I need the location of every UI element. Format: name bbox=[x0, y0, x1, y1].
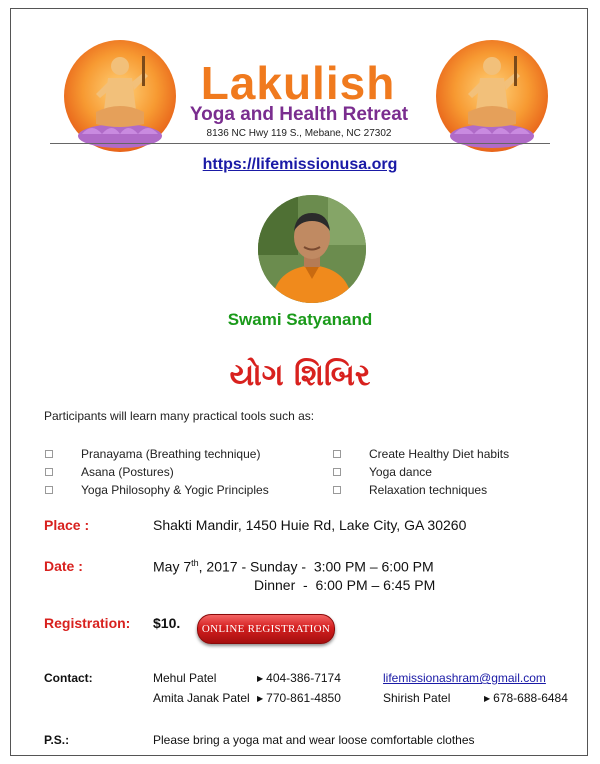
arrow-right-icon: ▶ bbox=[484, 694, 491, 703]
contact-phone: ▶ 770-861-4850 bbox=[257, 691, 341, 705]
contact-name: Mehul Patel bbox=[153, 671, 217, 685]
contact-phone: ▶ 404-386-7174 bbox=[257, 671, 341, 685]
checkbox-icon bbox=[45, 450, 53, 458]
list-item: Yoga Philosophy & Yogic Principles bbox=[45, 481, 305, 499]
speaker-name: Swami Satyanand bbox=[227, 310, 373, 329]
arrow-right-icon: ▶ bbox=[257, 674, 264, 683]
checkbox-icon bbox=[333, 450, 341, 458]
topics-right-list bbox=[333, 445, 573, 499]
topics-left-list bbox=[45, 445, 305, 499]
contact-name: Shirish Patel bbox=[383, 691, 451, 705]
list-item: Yoga dance bbox=[333, 463, 573, 481]
registration-label: Registration: bbox=[44, 615, 131, 631]
online-registration-button[interactable]: ONLINE REGISTRATION bbox=[197, 614, 335, 644]
contact-email-link[interactable]: lifemissionashram@gmail.com bbox=[383, 671, 546, 685]
checkbox-icon bbox=[45, 486, 53, 494]
yogi-logo-right bbox=[434, 38, 550, 154]
registration-fee: $10. bbox=[153, 615, 181, 631]
intro-text: Participants will learn many practical tools such as: bbox=[44, 409, 315, 423]
header-divider bbox=[50, 143, 550, 144]
dinner-time: Dinner - 6:00 PM – 6:45 PM bbox=[254, 577, 436, 593]
yogi-logo-left bbox=[62, 38, 178, 154]
contact-phone: ▶ 678-688-6484 bbox=[484, 691, 568, 705]
ps-note: Please bring a yoga mat and wear loose comfortable clothes bbox=[153, 733, 475, 747]
retreat-subtitle: Yoga and Health Retreat bbox=[189, 104, 409, 125]
list-item: Relaxation techniques bbox=[333, 481, 573, 499]
contact-name: Amita Janak Patel bbox=[153, 691, 250, 705]
list-item: Pranayama (Breathing technique) bbox=[45, 445, 305, 463]
checkbox-icon bbox=[333, 486, 341, 494]
date-label: Date : bbox=[44, 558, 83, 574]
checkbox-icon bbox=[45, 468, 53, 476]
checkbox-icon bbox=[333, 468, 341, 476]
list-item: Create Healthy Diet habits bbox=[333, 445, 573, 463]
place-label: Place : bbox=[44, 517, 90, 533]
speaker-photo bbox=[258, 195, 366, 303]
list-item: Asana (Postures) bbox=[45, 463, 305, 481]
event-title: યોગ શિબિર bbox=[229, 358, 371, 393]
retreat-address: 8136 NC Hwy 119 S., Mebane, NC 27302 bbox=[206, 128, 392, 139]
contact-label: Contact: bbox=[44, 671, 93, 685]
date-value: May 7th, 2017 - Sunday - 3:00 PM – 6:00 PM bbox=[153, 558, 434, 575]
ps-label: P.S.: bbox=[44, 733, 70, 747]
retreat-title: Lakulish bbox=[200, 57, 396, 109]
website-link[interactable]: https://lifemissionusa.org bbox=[202, 156, 398, 173]
arrow-right-icon: ▶ bbox=[257, 694, 264, 703]
place-value: Shakti Mandir, 1450 Huie Rd, Lake City, GA 30260 bbox=[153, 517, 467, 533]
